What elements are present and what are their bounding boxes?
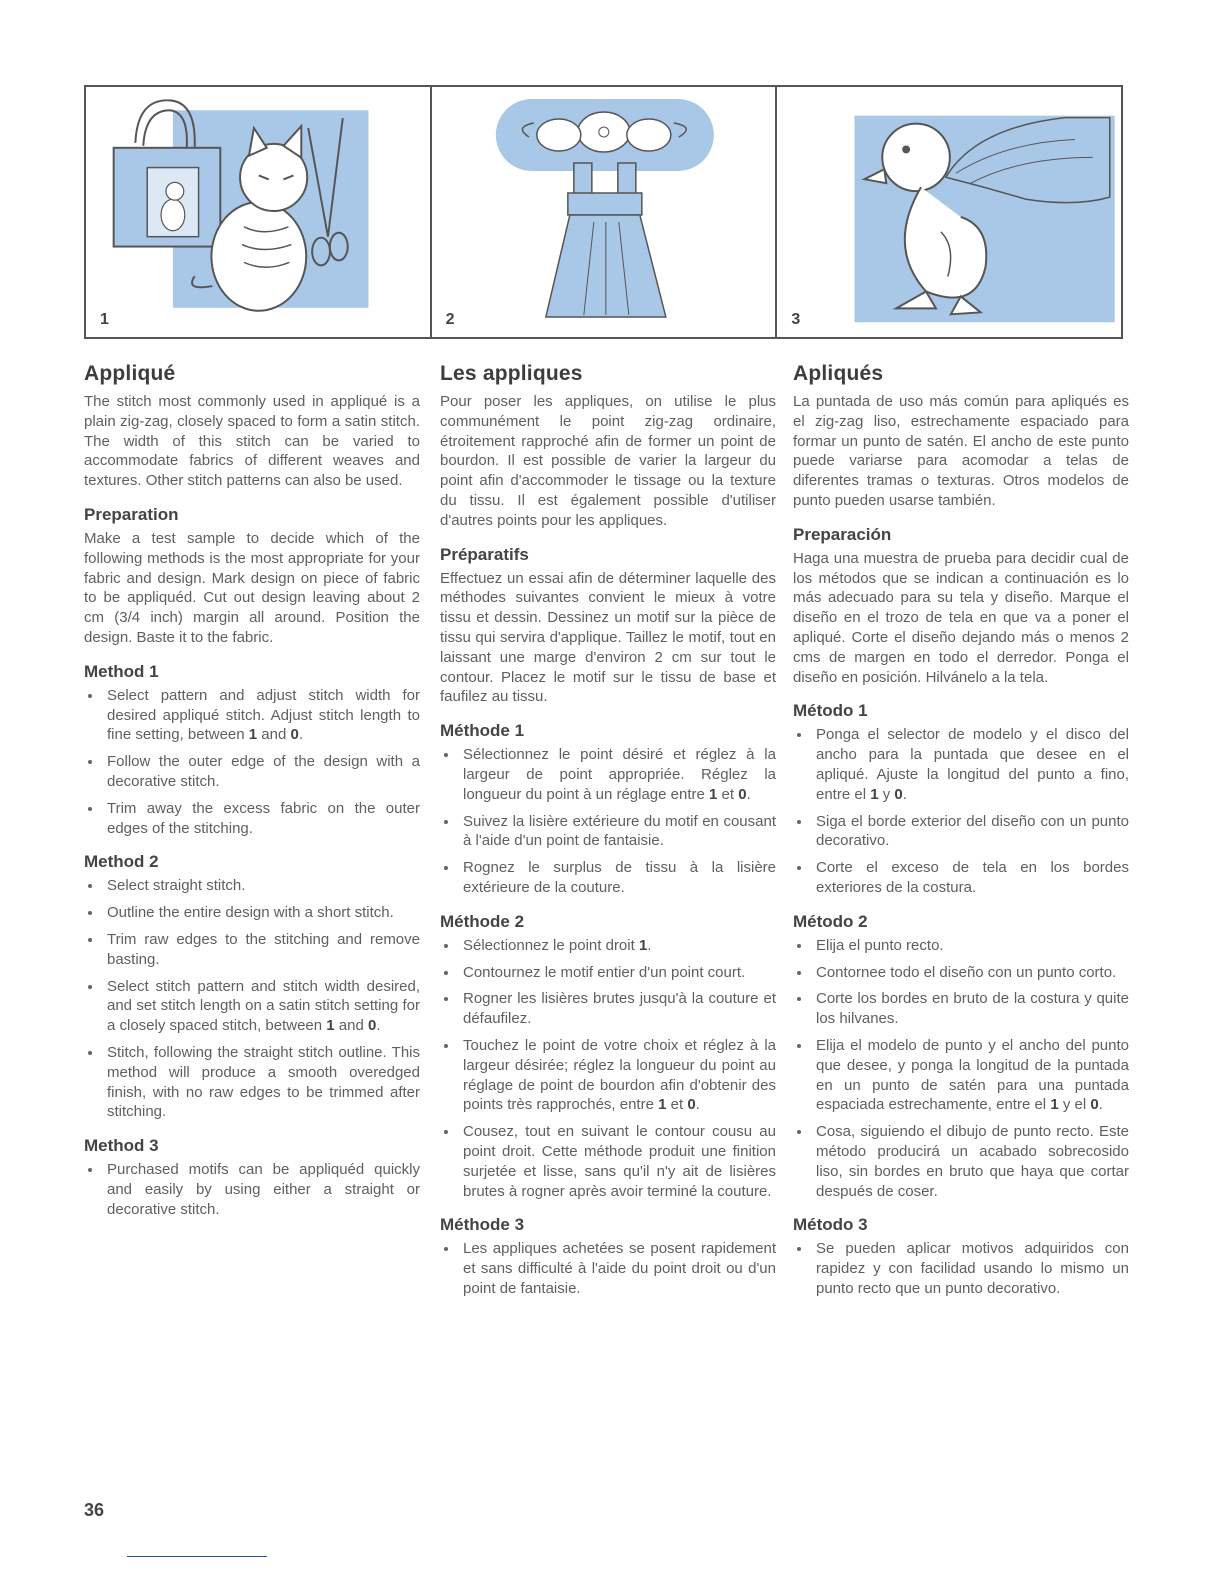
- preparation-text: Haga una muestra de prueba para decidir cual de los métodos que se indican a continuación es lo más adecuado para su tela y diseño. Marque el diseño en el trozo de tela en que va a poner el apliqué. Corte el diseño dejando más o menos 2 cms de margen en todo el derredor. Ponga el diseño en posición. Hilvánelo a la tela.: [793, 549, 1129, 686]
- method-3-list: [440, 1239, 776, 1298]
- method-3-list: [793, 1239, 1129, 1298]
- list-item: Corte los bordes en bruto de la costura y quite los hilvanes.: [793, 989, 1129, 1029]
- intro-text: La puntada de uso más común para apliqués es el zig-zag liso, estrechamente espaciado para formar un punto de satén. El ancho de este punto puede variarse para acomodar a telas de diferentes tramas o texturas. Otros modelos de punto pueden usarse también.: [793, 393, 1129, 509]
- list-item: Sélectionnez le point droit 1.: [440, 936, 776, 956]
- method-1-list: [84, 686, 420, 839]
- list-item: Contournez le motif entier d'un point court.: [440, 963, 776, 983]
- list-item: Select pattern and adjust stitch width for desired appliqué stitch. Adjust stitch length to fine setting, between 1 and 0.: [84, 686, 420, 745]
- section-title: Appliqué: [84, 362, 176, 385]
- list-item: Outline the entire design with a short stitch.: [84, 903, 420, 923]
- list-item: Rognez le surplus de tissu à la lisière extérieure de la couture.: [440, 858, 776, 898]
- method-3-heading: Méthode 3: [440, 1215, 525, 1235]
- list-item: Rogner les lisières brutes jusqu'à la couture et défaufilez.: [440, 989, 776, 1029]
- section-title: Apliqués: [793, 362, 884, 385]
- section-title: Les appliques: [440, 362, 583, 385]
- list-item: Stitch, following the straight stitch outline. This method will produce a smooth overedged finish, with no raw edges to be trimmed after stitching.: [84, 1043, 420, 1122]
- method-1-heading: Method 1: [84, 661, 159, 681]
- list-item: Sélectionnez le point désiré et réglez à la largeur de point appropriée. Réglez la longueur du point à un réglage entre 1 et 0.: [440, 745, 776, 804]
- intro-text: Pour poser les appliques, on utilise le plus communément le point zig-zag ordinaire, étroitement rapproché afin de former un point de bourdon. Il est possible de varier la largeur du point afin d'accommoder le tissage ou la texture du tissu. Il est également possible d'utiliser d'autres points pour les appliques.: [440, 393, 776, 529]
- list-item: Corte el exceso de tela en los bordes exteriores de la costura.: [793, 858, 1129, 898]
- preparation-text: Effectuez un essai afin de déterminer laquelle des méthodes suivantes convient le mieux à votre tissu et dessin. Dessinez un motif sur la pièce de tissu qui servira d'applique. Taillez le motif, tout en laissant une marge d'environ 2 cm sur tout le contour. Placez le motif sur le tissu de base et faufilez au tissu.: [440, 569, 776, 706]
- method-2-list: [84, 876, 420, 1122]
- preparation-heading: Preparación: [793, 524, 892, 544]
- method-1-list: [793, 725, 1129, 897]
- method-3-heading: Método 3: [793, 1215, 868, 1235]
- column-spanish: [793, 362, 1129, 1306]
- preparation-text: Make a test sample to decide which of the following methods is the most appropriate for your fabric and design. Mark design on piece of fabric to be appliquéd. Cut out design leaving about 2 cm (3/4 inch) margin all around. Position the design. Baste it to the fabric.: [84, 529, 420, 646]
- method-2-list: [440, 936, 776, 1202]
- figure-number: 2: [445, 311, 455, 328]
- list-item: Cousez, tout en suivant le contour cousu au point droit. Cette méthode produit une finition surjetée et lisse, sans qu'il n'y ait de lisières brutes à rogner après avoir terminé la couture.: [440, 1122, 776, 1201]
- method-3-list: [84, 1160, 420, 1219]
- illustration-strip: [84, 85, 1123, 339]
- preparation-heading: Préparatifs: [440, 544, 529, 564]
- method-2-heading: Método 2: [793, 911, 868, 931]
- duck-applique-towel-illustration: [777, 87, 1121, 337]
- list-item: Touchez le point de votre choix et réglez à la largeur désirée; réglez la longueur du point au réglage de point de bourdon afin d'obtenir des points très rapprochés, entre 1 et 0.: [440, 1036, 776, 1115]
- figure-2: [430, 87, 776, 337]
- page-number: 36: [84, 1500, 105, 1520]
- method-2-heading: Method 2: [84, 852, 159, 872]
- cat-applique-tote-bag-illustration: [86, 87, 430, 337]
- list-item: Ponga el selector de modelo y el disco del ancho para la puntada que desee en el apliqué. Ajuste la longitud del punto a fino, entre el 1 y 0.: [793, 725, 1129, 804]
- column-french: [440, 362, 776, 1306]
- preparation-heading: Preparation: [84, 504, 179, 524]
- list-item: Les appliques achetées se posent rapidement et sans difficulté à l'aide du point droit ou d'un point de fantaisie.: [440, 1239, 776, 1298]
- figure-1: [86, 87, 430, 337]
- list-item: Siga el borde exterior del diseño con un punto decorativo.: [793, 812, 1129, 852]
- figure-number: 3: [791, 311, 801, 328]
- intro-text: The stitch most commonly used in appliqué is a plain zig-zag, closely spaced to form a satin stitch. The width of this stitch can be varied to accommodate fabrics of different weaves and textures. Other stitch patterns can also be used.: [84, 393, 420, 490]
- method-3-heading: Method 3: [84, 1136, 159, 1156]
- method-1-list: [440, 745, 776, 898]
- method-2-list: [793, 936, 1129, 1202]
- list-item: Trim away the excess fabric on the outer edges of the stitching.: [84, 799, 420, 839]
- column-english: [84, 362, 420, 1227]
- list-item: Trim raw edges to the stitching and remove basting.: [84, 930, 420, 970]
- footer-rule: [127, 1556, 267, 1557]
- flower-applique-apron-illustration: [432, 87, 776, 337]
- figure-number: 1: [100, 311, 109, 328]
- list-item: Select straight stitch.: [84, 876, 420, 896]
- list-item: Elija el modelo de punto y el ancho del punto que desee, y ponga la longitud de la puntada en un punto de satén para una puntada espaciada estrechamente, entre el 1 y el 0.: [793, 1036, 1129, 1115]
- method-1-heading: Méthode 1: [440, 721, 525, 741]
- list-item: Se pueden aplicar motivos adquiridos con rapidez y con facilidad usando lo mismo un punto recto que un punto decorativo.: [793, 1239, 1129, 1298]
- list-item: Suivez la lisière extérieure du motif en cousant à l'aide d'un point de fantaisie.: [440, 812, 776, 852]
- list-item: Purchased motifs can be appliquéd quickly and easily by using either a straight or decorative stitch.: [84, 1160, 420, 1219]
- list-item: Elija el punto recto.: [793, 936, 1129, 956]
- list-item: Cosa, siguiendo el dibujo de punto recto. Este método producirá un acabado sobrecosido liso, sin bordes en bruto que haya que cortar después de coser.: [793, 1122, 1129, 1201]
- figure-3: [775, 87, 1121, 337]
- method-1-heading: Método 1: [793, 701, 868, 721]
- list-item: Follow the outer edge of the design with a decorative stitch.: [84, 752, 420, 792]
- method-2-heading: Méthode 2: [440, 911, 525, 931]
- list-item: Contornee todo el diseño con un punto corto.: [793, 963, 1129, 983]
- list-item: Select stitch pattern and stitch width desired, and set stitch length on a satin stitch setting for a closely spaced stitch, between 1 and 0.: [84, 977, 420, 1036]
